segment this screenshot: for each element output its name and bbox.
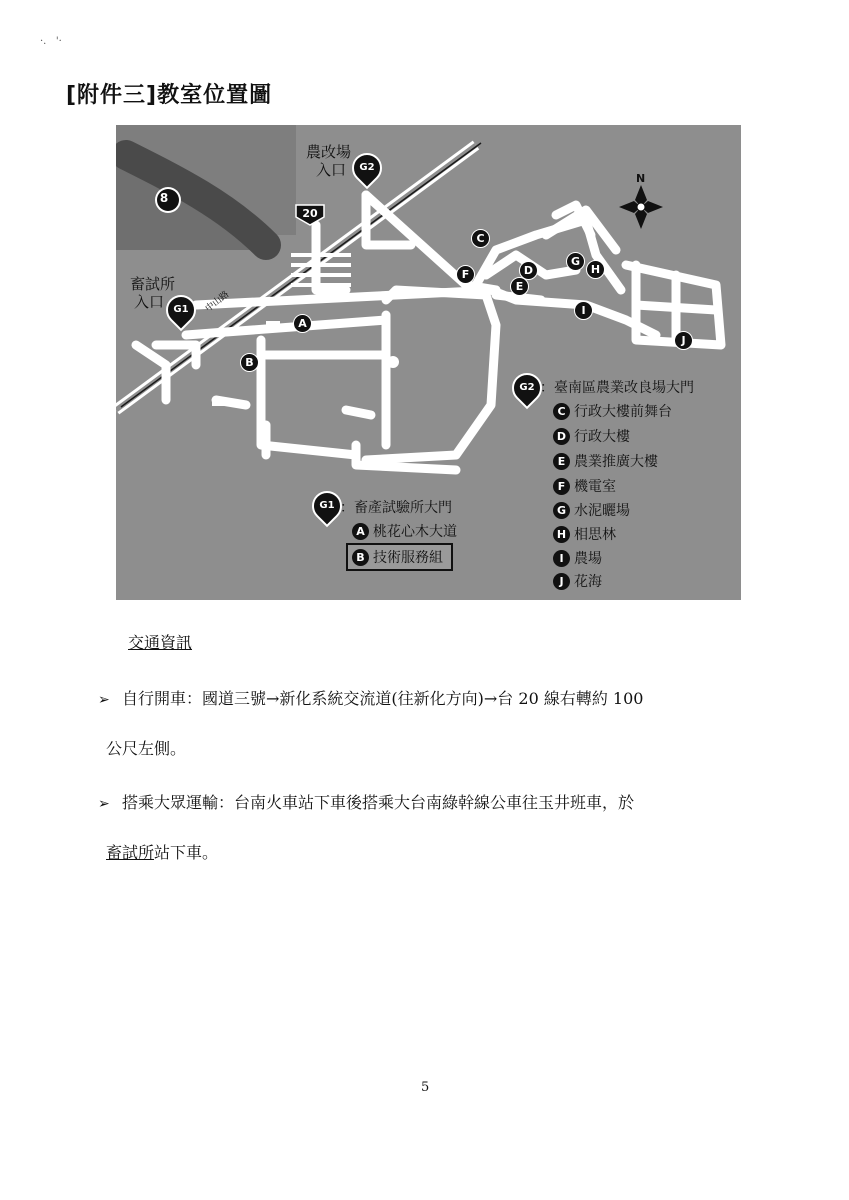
transit-directions-line1: 搭乘大眾運輸：台南火車站下車後搭乘大台南綠幹線公車往玉井班車，於 bbox=[122, 793, 635, 812]
marker-a: A bbox=[293, 314, 312, 333]
marker-i: I bbox=[574, 301, 593, 320]
legend-g2-title: ：臺南區農業改良場大門 bbox=[540, 380, 694, 396]
legend-item-f: F 機電室 bbox=[553, 476, 616, 496]
g2-entrance-label-line1: 農改場 bbox=[306, 143, 352, 161]
highway-8-label: 8 bbox=[159, 191, 169, 205]
transit-stop-name: 畜試所 bbox=[106, 843, 155, 862]
legend-g1-title: ：畜產試驗所大門 bbox=[340, 500, 452, 516]
bullet-arrow-icon: ➢ bbox=[98, 796, 110, 812]
driving-directions-line2: 公尺左側。 bbox=[106, 739, 187, 758]
traffic-info-heading: 交通資訊 bbox=[128, 633, 193, 652]
g1-entrance-pin: G1 bbox=[160, 289, 202, 331]
driving-directions-line1: 自行開車：國道三號→新化系統交流道(往新化方向)→台 20 線右轉約 100 bbox=[122, 689, 644, 708]
legend-item-e: E 農業推廣大樓 bbox=[553, 451, 658, 471]
marker-c: C bbox=[471, 229, 490, 248]
marker-g: G bbox=[566, 252, 585, 271]
transit-directions-line2: 畜試所站下車。 bbox=[106, 843, 219, 862]
legend-g1-pin: G1 bbox=[306, 485, 348, 527]
g2-entrance-label-line2: 入口 bbox=[316, 161, 347, 179]
compass-north-label: N bbox=[636, 172, 646, 185]
page-title: [附件三]教室位置圖 bbox=[66, 83, 273, 108]
g1-entrance-label-line2: 入口 bbox=[134, 293, 165, 311]
legend-item-j: J 花海 bbox=[553, 571, 602, 591]
campus-map bbox=[116, 125, 741, 600]
legend-g2-pin: G2 bbox=[506, 367, 548, 409]
legend-item-g: G 水泥曬場 bbox=[553, 500, 630, 520]
legend-item-b: B 技術服務組 bbox=[346, 543, 453, 571]
road-name-label: 中山路 bbox=[203, 289, 232, 315]
marker-e: E bbox=[510, 277, 529, 296]
legend-item-d: D 行政大樓 bbox=[553, 426, 630, 446]
marker-d: D bbox=[519, 261, 538, 280]
route-20-label: 20 bbox=[302, 207, 318, 220]
legend-item-h: H 相思林 bbox=[553, 524, 616, 544]
marker-f: F bbox=[456, 265, 475, 284]
bullet-arrow-icon: ➢ bbox=[98, 692, 110, 708]
g1-entrance-label-line1: 畜試所 bbox=[130, 275, 176, 293]
legend-item-a: A 桃花心木大道 bbox=[352, 521, 457, 541]
page-number: 5 bbox=[421, 1080, 430, 1095]
marker-b: B bbox=[240, 353, 259, 372]
marker-j: J bbox=[674, 331, 693, 350]
g2-entrance-pin: G2 bbox=[346, 147, 388, 189]
marker-h: H bbox=[586, 260, 605, 279]
legend-item-i: I 農場 bbox=[553, 548, 602, 568]
scan-noise: ·. '· bbox=[40, 36, 62, 47]
legend-item-c: C 行政大樓前舞台 bbox=[553, 401, 672, 421]
